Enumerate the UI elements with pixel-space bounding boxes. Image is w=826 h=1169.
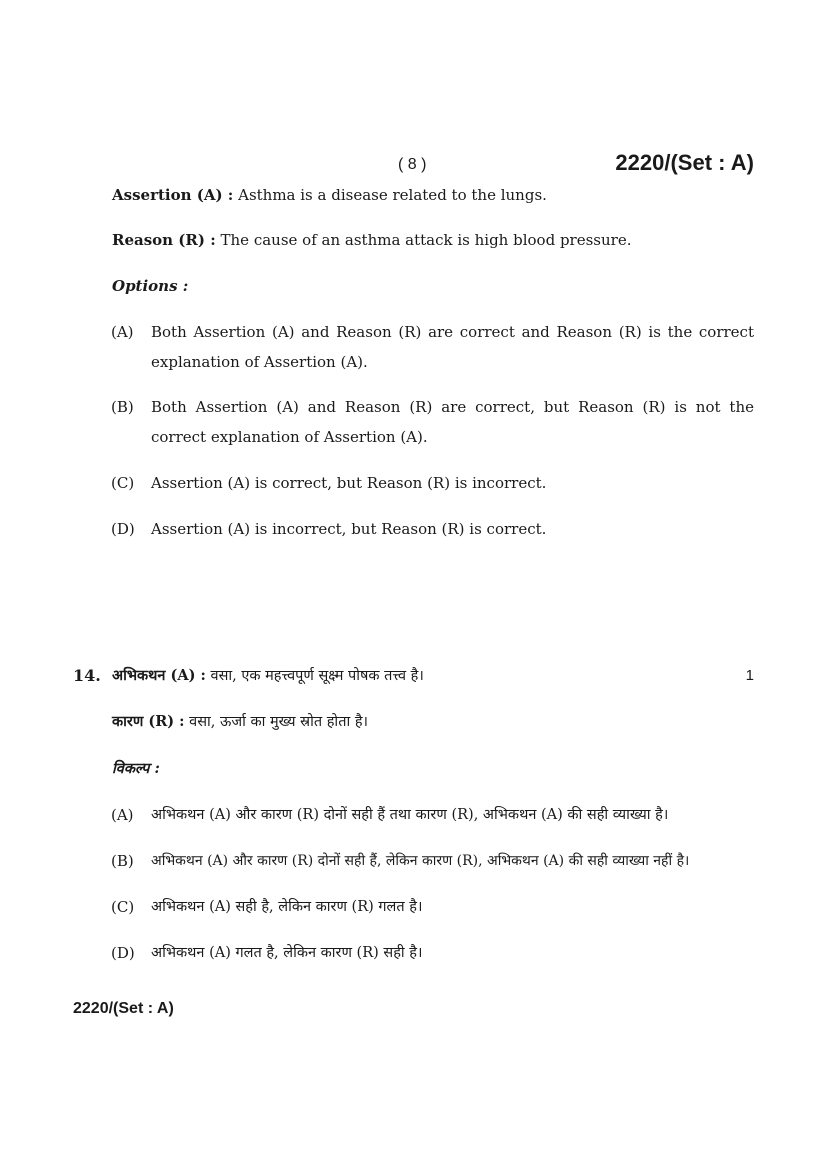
- question-marks: 1: [745, 667, 754, 684]
- q14-options-heading: विकल्प :: [112, 760, 160, 777]
- q14-reason: [112, 712, 368, 732]
- q13-option-text-a: Both Assertion (A) and Reason (R) are correct and Reason (R) is the correct explanation of Assertion (A).: [151, 323, 754, 371]
- q13-options-heading: Options :: [112, 277, 189, 295]
- reason-label: कारण (R) :: [112, 713, 185, 730]
- set-code-footer: 2220/(Set : A): [73, 1000, 174, 1017]
- q13-option-letter-c: (C): [111, 474, 135, 492]
- q14-option-letter-c: (C): [111, 898, 135, 916]
- q13-option-text-d: Assertion (A) is incorrect, but Reason (R) is correct.: [151, 520, 547, 538]
- q13-option-letter-d: (D): [111, 520, 135, 538]
- assertion-text: Asthma is a disease related to the lungs.: [238, 186, 547, 204]
- q14-assertion: [112, 666, 424, 686]
- q13-option-letter-b: (B): [111, 398, 134, 416]
- q14-option-text-d: अभिकथन (A) गलत है, लेकिन कारण (R) सही है।: [151, 945, 423, 961]
- q13-option-text-b: Both Assertion (A) and Reason (R) are correct, but Reason (R) is not the correct explanation of Assertion (A).: [151, 398, 754, 446]
- q14-option-text-c: अभिकथन (A) सही है, लेकिन कारण (R) गलत है।: [151, 899, 423, 915]
- q14-option-text-b: अभिकथन (A) और कारण (R) दोनों सही हैं, लेकिन कारण (R), अभिकथन (A) की सही व्याख्या नहीं है।: [151, 853, 690, 869]
- q13-reason: [112, 230, 631, 250]
- reason-text: The cause of an asthma attack is high blood pressure.: [220, 231, 632, 249]
- assertion-label: Assertion (A) :: [112, 186, 234, 204]
- q14-option-text-a: अभिकथन (A) और कारण (R) दोनों सही हैं तथा कारण (R), अभिकथन (A) की सही व्याख्या है।: [151, 807, 669, 823]
- question-number: 14.: [73, 666, 101, 685]
- assertion-label: अभिकथन (A) :: [112, 667, 206, 684]
- reason-text: वसा, ऊर्जा का मुख्य स्रोत होता है।: [189, 714, 369, 730]
- reason-label: Reason (R) :: [112, 231, 216, 249]
- assertion-text: वसा, एक महत्त्वपूर्ण सूक्ष्म पोषक तत्त्व है।: [210, 668, 424, 684]
- q14-option-letter-d: (D): [111, 944, 135, 962]
- set-code-header: 2220/(Set : A): [615, 150, 754, 175]
- page-number: ( 8 ): [398, 156, 427, 173]
- q13-assertion: [112, 185, 547, 205]
- q14-option-letter-b: (B): [111, 852, 134, 870]
- q14-option-letter-a: (A): [111, 806, 134, 824]
- q13-option-text-c: Assertion (A) is correct, but Reason (R) is incorrect.: [151, 474, 547, 492]
- q13-option-letter-a: (A): [111, 323, 134, 341]
